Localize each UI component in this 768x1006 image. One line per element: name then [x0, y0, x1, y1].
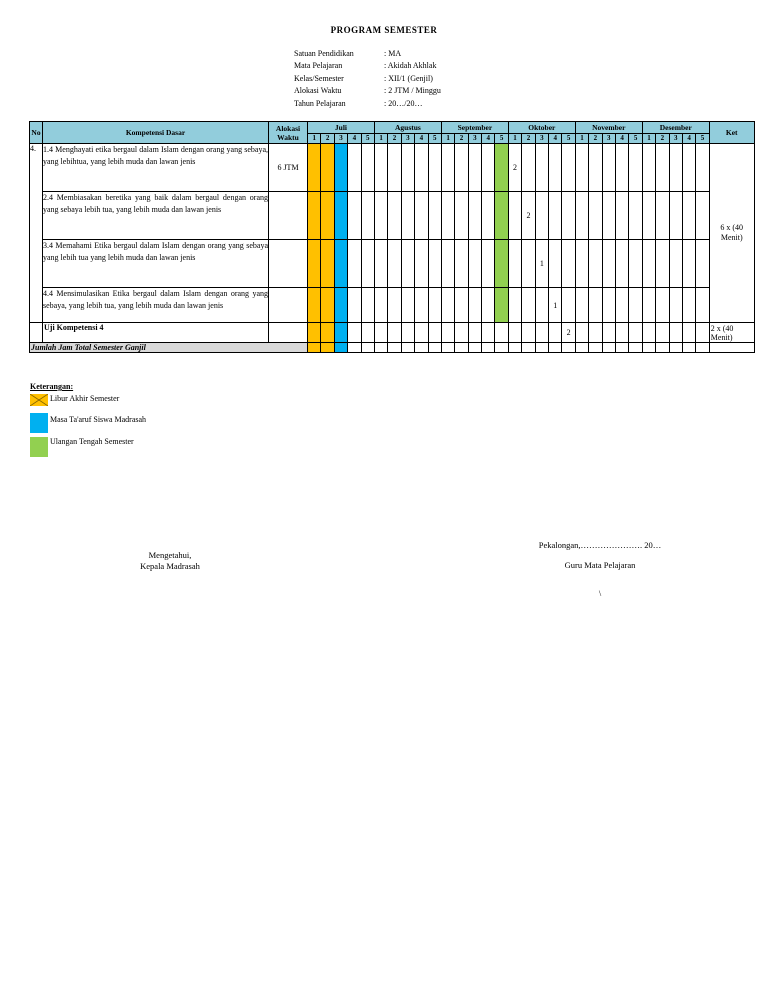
total-row: [30, 343, 755, 353]
week-cell: [361, 323, 374, 343]
week-cell: [468, 343, 481, 353]
week-cell: [361, 192, 374, 240]
header-week: 5: [428, 134, 441, 144]
week-cell: [549, 343, 562, 353]
week-cell: [482, 343, 495, 353]
week-cell: [455, 144, 468, 192]
week-cell: [696, 323, 709, 343]
info-value: : 2 JTM / Minggu: [384, 86, 441, 96]
header-month: Juli: [308, 122, 375, 134]
kompetensi-dasar-cell: 1.4 Menghayati etika bergaul dalam Islam dengan orang yang sebaya, yang lebihtua, yang lebih muda dan lawan jenis: [43, 144, 269, 192]
week-cell: [615, 144, 628, 192]
week-cell: [401, 288, 414, 323]
week-cell: [441, 288, 454, 323]
week-cell: [428, 288, 441, 323]
week-cell: [629, 144, 642, 192]
week-cell: [348, 240, 361, 288]
header-week: 1: [374, 134, 387, 144]
week-cell: [549, 240, 562, 288]
header-week: 1: [642, 134, 655, 144]
week-cell: [428, 343, 441, 353]
week-cell: [575, 240, 588, 288]
week-cell: [361, 144, 374, 192]
week-cell: [334, 240, 347, 288]
week-cell: [495, 323, 508, 343]
week-cell: [696, 192, 709, 240]
header-month: September: [441, 122, 508, 134]
week-cell: [308, 323, 321, 343]
week-cell: [522, 144, 535, 192]
header-week: 5: [562, 134, 575, 144]
week-cell: [508, 192, 521, 240]
week-cell: [348, 288, 361, 323]
week-cell: [388, 192, 401, 240]
week-cell: 1: [535, 240, 548, 288]
week-cell: [696, 343, 709, 353]
week-cell: [589, 323, 602, 343]
week-cell: [321, 323, 334, 343]
week-cell: [401, 323, 414, 343]
week-cell: [374, 288, 387, 323]
legend-title: Keterangan:: [30, 382, 74, 391]
header-week: 4: [482, 134, 495, 144]
week-cell: [415, 288, 428, 323]
header-week: 3: [535, 134, 548, 144]
week-cell: [575, 192, 588, 240]
signature-left-line2: Kepala Madrasah: [140, 561, 200, 571]
info-label: Kelas/Semester: [294, 73, 344, 83]
week-cell: [388, 240, 401, 288]
header-no: No: [30, 122, 43, 144]
week-cell: [549, 323, 562, 343]
week-cell: [374, 192, 387, 240]
legend: [30, 382, 147, 446]
week-cell: [615, 323, 628, 343]
week-cell: [535, 288, 548, 323]
week-cell: [562, 144, 575, 192]
week-cell: [696, 144, 709, 192]
uji-ket: 2 x (40 Menit): [709, 323, 754, 343]
week-cell: [682, 240, 695, 288]
header-week: 1: [575, 134, 588, 144]
legend-label: Masa Ta'aruf Siswa Madrasah: [50, 415, 147, 424]
week-cell: [468, 144, 481, 192]
header-month: Agustus: [374, 122, 441, 134]
header-month: Oktober: [508, 122, 575, 134]
week-cell: [428, 192, 441, 240]
alokasi-cell: [269, 288, 308, 323]
header-kompetensi-dasar: Kompetensi Dasar: [43, 122, 269, 144]
week-cell: [535, 323, 548, 343]
week-cell: [308, 343, 321, 353]
empty-cell: [709, 343, 754, 353]
week-cell: [415, 240, 428, 288]
week-cell: [562, 288, 575, 323]
week-cell: [495, 192, 508, 240]
row-number: 4.: [30, 144, 43, 323]
week-cell: [441, 343, 454, 353]
week-cell: [589, 240, 602, 288]
week-cell: [629, 323, 642, 343]
week-cell: [334, 288, 347, 323]
header-week: 2: [589, 134, 602, 144]
week-cell: [348, 343, 361, 353]
total-label: Jumlah Jam Total Semester Ganjil: [30, 343, 308, 353]
week-cell: [508, 323, 521, 343]
week-cell: [615, 240, 628, 288]
week-cell: [361, 288, 374, 323]
identity-block: [294, 48, 441, 110]
header-week: 5: [629, 134, 642, 144]
week-cell: [401, 144, 414, 192]
week-cell: [388, 343, 401, 353]
week-cell: [682, 192, 695, 240]
week-cell: [696, 288, 709, 323]
signature-left-line1: Mengetahui,: [148, 550, 192, 560]
week-cell: [642, 288, 655, 323]
signature-mark: \: [598, 588, 602, 598]
header-week: 2: [321, 134, 334, 144]
header-week: 4: [615, 134, 628, 144]
week-cell: [575, 323, 588, 343]
header-week: 4: [682, 134, 695, 144]
week-cell: [615, 288, 628, 323]
ket-cell: 6 x (40 Menit): [709, 144, 754, 323]
week-cell: [321, 343, 334, 353]
week-cell: [321, 144, 334, 192]
week-cell: [482, 192, 495, 240]
week-cell: [401, 192, 414, 240]
week-cell: [508, 288, 521, 323]
info-value: : Akidah Akhlak: [384, 61, 437, 71]
week-cell: [642, 144, 655, 192]
header-week: 3: [401, 134, 414, 144]
week-cell: [374, 343, 387, 353]
week-cell: [441, 192, 454, 240]
week-cell: [549, 192, 562, 240]
week-cell: [455, 343, 468, 353]
uji-row: [30, 323, 755, 343]
week-cell: [682, 144, 695, 192]
week-cell: [562, 343, 575, 353]
week-cell: [602, 343, 615, 353]
week-cell: [468, 240, 481, 288]
header-week: 3: [602, 134, 615, 144]
header-week: 2: [455, 134, 468, 144]
semester-program-table: [29, 121, 755, 353]
page-title: PROGRAM SEMESTER: [330, 25, 438, 35]
week-cell: [441, 323, 454, 343]
table-row: [30, 144, 755, 192]
week-cell: [629, 343, 642, 353]
kompetensi-dasar-cell: 2.4 Membiasakan beretika yang baik dalam bergaul dengan orang yang sebaya lebih tua, yang lebih muda dan lawan jenis: [43, 192, 269, 240]
info-value: : 20…/20…: [384, 98, 423, 108]
week-cell: [428, 240, 441, 288]
week-cell: [602, 288, 615, 323]
week-cell: [669, 192, 682, 240]
table-row: [30, 288, 755, 323]
week-cell: [495, 240, 508, 288]
week-cell: [656, 343, 669, 353]
week-cell: [522, 323, 535, 343]
signature-role: Guru Mata Pelajaran: [564, 560, 636, 570]
week-cell: [669, 323, 682, 343]
header-week: 5: [696, 134, 709, 144]
signature-left: [110, 550, 230, 572]
week-cell: [508, 343, 521, 353]
info-value: : XII/1 (Genjil): [384, 73, 433, 83]
week-cell: [656, 192, 669, 240]
empty-cell: [30, 323, 43, 343]
week-cell: [669, 240, 682, 288]
week-cell: [522, 343, 535, 353]
week-cell: [642, 192, 655, 240]
week-cell: [629, 240, 642, 288]
empty-cell: [269, 323, 308, 343]
week-cell: [562, 192, 575, 240]
week-cell: [334, 144, 347, 192]
legend-label: Libur Akhir Semester: [50, 394, 120, 403]
header-month: Desember: [642, 122, 709, 134]
week-cell: [602, 192, 615, 240]
week-cell: [669, 343, 682, 353]
signature-place-date: Pekalongan,…………………. 20…: [538, 540, 662, 550]
week-cell: [482, 240, 495, 288]
legend-label: Ulangan Tengah Semester: [50, 437, 134, 446]
week-cell: [495, 144, 508, 192]
week-cell: [401, 240, 414, 288]
week-cell: [589, 288, 602, 323]
header-week: 2: [522, 134, 535, 144]
info-label: Tahun Pelajaran: [294, 98, 346, 108]
header-month: November: [575, 122, 642, 134]
week-cell: [361, 240, 374, 288]
week-cell: [682, 323, 695, 343]
header-week: 3: [669, 134, 682, 144]
week-cell: [535, 343, 548, 353]
week-cell: [656, 240, 669, 288]
week-cell: [388, 144, 401, 192]
week-cell: [348, 144, 361, 192]
week-cell: [455, 240, 468, 288]
week-cell: [374, 144, 387, 192]
week-cell: [522, 288, 535, 323]
week-cell: [308, 144, 321, 192]
header-week: 1: [308, 134, 321, 144]
week-cell: [455, 192, 468, 240]
week-cell: [495, 343, 508, 353]
week-cell: [575, 288, 588, 323]
week-cell: [575, 343, 588, 353]
week-cell: [468, 288, 481, 323]
info-label: Satuan Pendidikan: [294, 49, 354, 58]
info-value: : MA: [384, 49, 402, 58]
week-cell: [321, 192, 334, 240]
header-alokasi-waktu: Alokasi Waktu: [269, 122, 308, 144]
week-cell: [696, 240, 709, 288]
week-cell: [455, 288, 468, 323]
week-cell: [374, 323, 387, 343]
week-cell: [415, 323, 428, 343]
header-week: 5: [361, 134, 374, 144]
header-week: 3: [468, 134, 481, 144]
week-cell: [415, 192, 428, 240]
week-cell: [321, 240, 334, 288]
week-cell: [415, 144, 428, 192]
week-cell: [535, 192, 548, 240]
week-cell: [401, 343, 414, 353]
kompetensi-dasar-cell: 3.4 Memahami Etika bergaul dalam Islam dengan orang yang sebaya yang lebih tua yang lebih muda dan lawan jenis: [43, 240, 269, 288]
week-cell: [589, 144, 602, 192]
week-cell: [589, 343, 602, 353]
week-cell: 2: [508, 144, 521, 192]
week-cell: [629, 288, 642, 323]
week-cell: [615, 343, 628, 353]
info-label: Alokasi Waktu: [294, 86, 342, 96]
header-week: 1: [441, 134, 454, 144]
alokasi-cell: [269, 240, 308, 288]
week-cell: [308, 288, 321, 323]
week-cell: 1: [549, 288, 562, 323]
uji-label: Uji Kompetensi 4: [43, 323, 269, 343]
header-week: 2: [656, 134, 669, 144]
week-cell: [495, 288, 508, 323]
week-cell: [321, 288, 334, 323]
legend-swatch-libur: [30, 394, 48, 406]
week-cell: [575, 144, 588, 192]
week-cell: [334, 192, 347, 240]
table-row: [30, 192, 755, 240]
week-cell: [388, 323, 401, 343]
week-cell: [602, 240, 615, 288]
week-cell: [348, 323, 361, 343]
header-week: 2: [388, 134, 401, 144]
week-cell: [669, 144, 682, 192]
week-cell: [535, 144, 548, 192]
week-cell: [669, 288, 682, 323]
header-week: 1: [508, 134, 521, 144]
week-cell: [415, 343, 428, 353]
header-week: 4: [348, 134, 361, 144]
header-ket: Ket: [709, 122, 754, 144]
week-cell: 2: [562, 323, 575, 343]
week-cell: [589, 192, 602, 240]
kompetensi-dasar-cell: 4.4 Mensimulasikan Etika bergaul dalam Islam dengan orang yang sebaya, yang lebih tua, yang lebih muda dan lawan jenis: [43, 288, 269, 323]
header-week: 4: [549, 134, 562, 144]
week-cell: [468, 323, 481, 343]
week-cell: [374, 240, 387, 288]
week-cell: [455, 323, 468, 343]
week-cell: [334, 343, 347, 353]
week-cell: [308, 240, 321, 288]
week-cell: [682, 288, 695, 323]
week-cell: [308, 192, 321, 240]
table-row: [30, 240, 755, 288]
week-cell: [441, 144, 454, 192]
week-cell: [428, 323, 441, 343]
week-cell: [642, 343, 655, 353]
week-cell: [615, 192, 628, 240]
signature-right: [500, 540, 700, 599]
week-cell: [656, 323, 669, 343]
legend-swatch-mats: [30, 413, 48, 433]
week-cell: 2: [522, 192, 535, 240]
header-week: 4: [415, 134, 428, 144]
week-cell: [482, 288, 495, 323]
alokasi-cell: [269, 192, 308, 240]
week-cell: [482, 144, 495, 192]
week-cell: [361, 343, 374, 353]
info-label: Mata Pelajaran: [294, 61, 343, 71]
week-cell: [602, 144, 615, 192]
week-cell: [602, 323, 615, 343]
week-cell: [468, 192, 481, 240]
week-cell: [348, 192, 361, 240]
week-cell: [656, 144, 669, 192]
week-cell: [482, 323, 495, 343]
week-cell: [682, 343, 695, 353]
week-cell: [334, 323, 347, 343]
header-week: 3: [334, 134, 347, 144]
header-week: 5: [495, 134, 508, 144]
week-cell: [642, 323, 655, 343]
week-cell: [629, 192, 642, 240]
week-cell: [562, 240, 575, 288]
week-cell: [656, 288, 669, 323]
week-cell: [388, 288, 401, 323]
week-cell: [522, 240, 535, 288]
cross-icon: [30, 394, 48, 406]
week-cell: [441, 240, 454, 288]
week-cell: [642, 240, 655, 288]
week-cell: [428, 144, 441, 192]
legend-swatch-uts: [30, 437, 48, 457]
alokasi-cell: 6 JTM: [269, 144, 308, 192]
week-cell: [508, 240, 521, 288]
week-cell: [549, 144, 562, 192]
